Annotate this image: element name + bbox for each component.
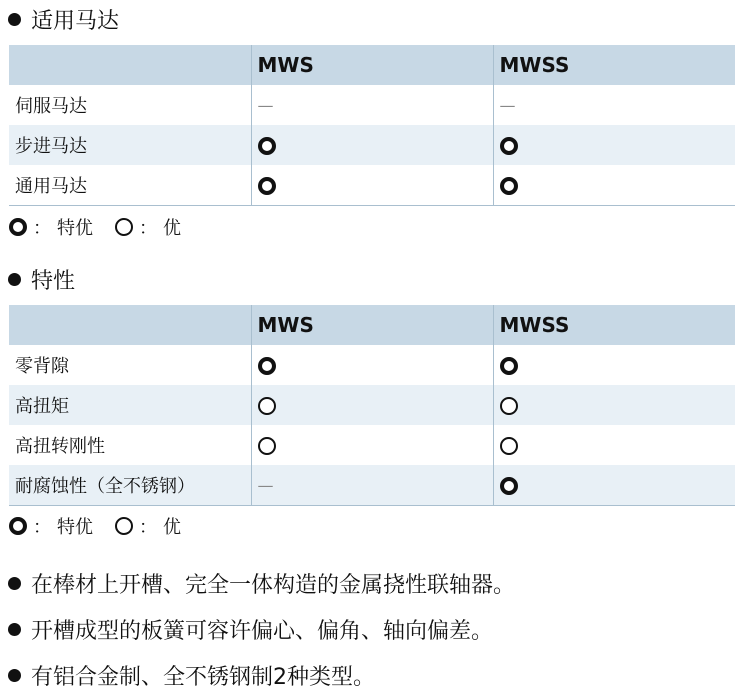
bullet-icon — [8, 669, 21, 682]
table-row — [9, 85, 735, 125]
applicable-motors-table — [9, 45, 735, 206]
circle-icon — [115, 218, 133, 236]
circle-icon — [258, 437, 276, 455]
cell-mwss — [493, 165, 735, 206]
dash-mark: — — [499, 95, 516, 115]
row-label: 高扭转刚性 — [9, 425, 251, 465]
circle-icon — [258, 397, 276, 415]
circle-icon — [115, 517, 133, 535]
column-header-mws: MWS — [251, 45, 493, 85]
table-row — [9, 345, 735, 385]
bullet-icon — [8, 273, 21, 286]
cell-mwss — [493, 425, 735, 465]
note-item — [8, 652, 515, 698]
legend-best-label: 特优 — [57, 218, 93, 239]
table-header-row — [9, 45, 735, 85]
note-item — [8, 606, 515, 652]
table-row — [9, 465, 735, 506]
double-circle-icon — [258, 137, 276, 155]
double-circle-icon — [500, 477, 518, 495]
double-circle-icon — [9, 517, 27, 535]
cell-mws — [251, 425, 493, 465]
legend-good-label: 优 — [163, 218, 181, 239]
cell-mwss — [493, 85, 735, 125]
cell-mwss — [493, 125, 735, 165]
table-row — [9, 125, 735, 165]
column-header-blank — [9, 305, 251, 345]
row-label: 伺服马达 — [9, 85, 251, 125]
note-item — [8, 560, 515, 606]
section-title-text: 特性 — [31, 269, 76, 294]
cell-mws — [251, 465, 493, 506]
column-header-mws: MWS — [251, 305, 493, 345]
bullet-icon — [8, 13, 21, 26]
legend-best-label: 特优 — [57, 517, 93, 538]
row-label: 耐腐蚀性（全不锈钢） — [9, 465, 251, 506]
row-label: 高扭矩 — [9, 385, 251, 425]
row-label: 步进马达 — [9, 125, 251, 165]
legend-good-label: 优 — [163, 517, 181, 538]
characteristics-table — [9, 305, 735, 506]
cell-mws — [251, 165, 493, 206]
row-label: 通用马达 — [9, 165, 251, 206]
table-row — [9, 165, 735, 206]
bullet-icon — [8, 577, 21, 590]
double-circle-icon — [258, 177, 276, 195]
table-header-row — [9, 305, 735, 345]
cell-mws — [251, 85, 493, 125]
section-title-characteristics — [8, 264, 75, 295]
circle-icon — [500, 437, 518, 455]
double-circle-icon — [258, 357, 276, 375]
column-header-mwss: MWSS — [493, 45, 735, 85]
row-label: 零背隙 — [9, 345, 251, 385]
double-circle-icon — [500, 177, 518, 195]
cell-mws — [251, 125, 493, 165]
cell-mws — [251, 345, 493, 385]
cell-mwss — [493, 345, 735, 385]
double-circle-icon — [500, 137, 518, 155]
legend: ： 特优 ： 优 — [9, 214, 181, 240]
column-header-mwss: MWSS — [493, 305, 735, 345]
circle-icon — [500, 397, 518, 415]
legend: ： 特优 ： 优 — [9, 513, 181, 539]
note-text: 在棒材上开槽、完全一体构造的金属挠性联轴器。 — [31, 572, 516, 598]
note-text: 开槽成型的板簧可容许偏心、偏角、轴向偏差。 — [31, 618, 494, 644]
cell-mwss — [493, 465, 735, 506]
bullet-icon — [8, 623, 21, 636]
feature-notes — [8, 560, 515, 698]
cell-mws — [251, 385, 493, 425]
table-row — [9, 385, 735, 425]
dash-mark: — — [257, 475, 274, 495]
table-row — [9, 425, 735, 465]
section-title-text: 适用马达 — [31, 9, 120, 34]
section-title-applicable-motors — [8, 4, 119, 35]
dash-mark: — — [257, 95, 274, 115]
column-header-blank — [9, 45, 251, 85]
note-text: 有铝合金制、全不锈钢制2种类型。 — [31, 664, 375, 690]
cell-mwss — [493, 385, 735, 425]
double-circle-icon — [9, 218, 27, 236]
double-circle-icon — [500, 357, 518, 375]
